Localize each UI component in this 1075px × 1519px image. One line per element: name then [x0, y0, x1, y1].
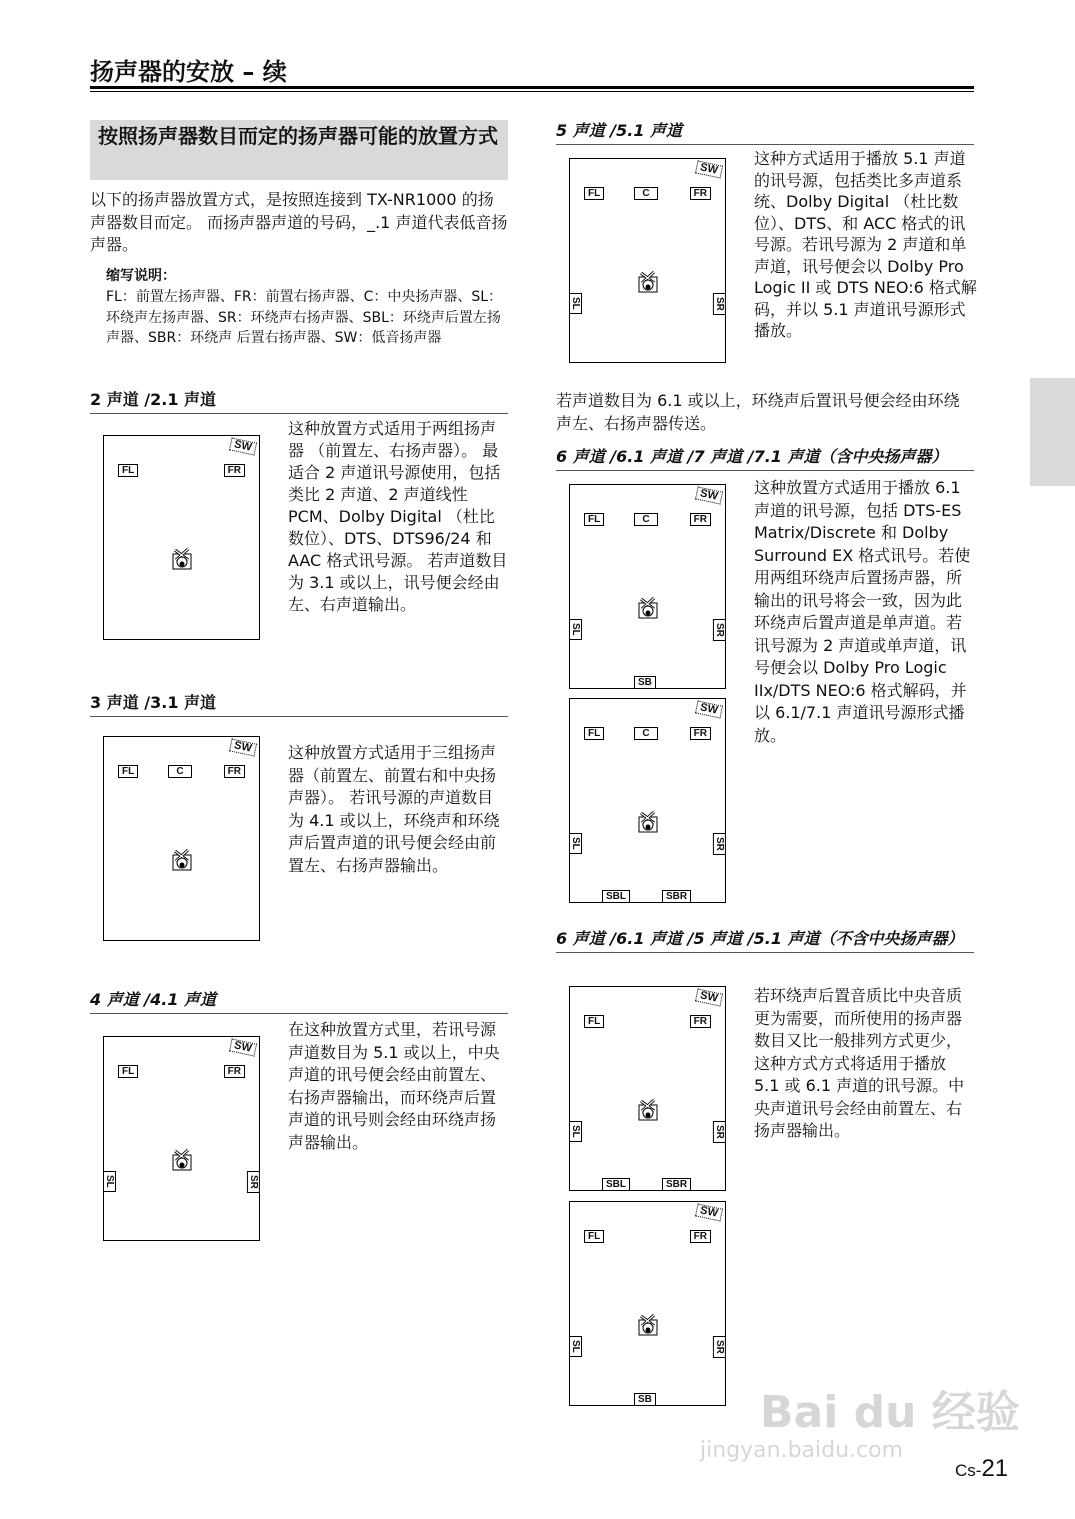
- speaker-sw: SW: [229, 738, 257, 756]
- speaker-fr: FR: [690, 513, 711, 526]
- header-rule-thin: [90, 91, 974, 92]
- text-6ch-center: 这种放置方式适用于播放 6.1 声道的讯号源，包括 DTS-ES Matrix/Discrete 和 Dolby Surround EX 格式讯号。若使用两组环绕声后置扬声器，所输出的讯号将会一致，因为此环绕声后置声道是单声道。若讯号源为 2 声道或单声道，讯号便会以 Dolby Pro Logic IIx/DTS NEO:6 格式解码，并以 6.1/7.1 声道讯号源形式播放。: [754, 478, 971, 745]
- speaker-sr: SR: [713, 1121, 726, 1143]
- section-heading: 按照扬声器数目而定的扬声器可能的放置方式: [90, 120, 508, 180]
- heading-6ch-nocenter: 6 声道 /6.1 声道 /5 声道 /5.1 声道（不含中央扬声器）: [556, 926, 974, 953]
- note-5ch: 若声道数目为 6.1 或以上，环绕声后置讯号便会经由环绕声左、右扬声器传送。: [556, 391, 960, 433]
- speaker-sw: SW: [695, 988, 723, 1006]
- speaker-c: C: [634, 187, 658, 200]
- listener-icon: [638, 1097, 658, 1121]
- page-title: 扬声器的安放 – 续: [90, 58, 287, 86]
- speaker-c: C: [634, 513, 658, 526]
- speaker-fr: FR: [224, 765, 245, 778]
- speaker-diagram: [103, 1036, 260, 1241]
- speaker-fr: FR: [224, 464, 245, 477]
- speaker-diagram: [103, 435, 260, 640]
- speaker-sl: SL: [569, 619, 582, 640]
- listener-icon: [638, 595, 658, 619]
- listener-icon: [638, 269, 658, 293]
- speaker-diagram: [569, 986, 726, 1191]
- speaker-c: C: [168, 765, 192, 778]
- speaker-sbr: SBR: [662, 1178, 691, 1191]
- text-4ch: 在这种放置方式里，若讯号源声道数目为 5.1 或以上，中央声道的讯号便会经由前置左、右扬声器输出，而环绕声后置声道的讯号则会经由环绕声扬声器输出。: [288, 1020, 500, 1152]
- text-6ch-nocenter: 若环绕声后置音质比中央音质更为需要，而所使用的扬声器数目又比一般排列方式更少，这种方式方式将适用于播放 5.1 或 6.1 声道的讯号源。中央声道讯号会经由前置左、右扬声器输出。: [754, 986, 965, 1140]
- listener-icon: [172, 1147, 192, 1171]
- speaker-sr: SR: [713, 1336, 726, 1358]
- heading-4ch: 4 声道 /4.1 声道: [90, 987, 508, 1014]
- listener-icon: [638, 1312, 658, 1336]
- page-prefix: Cs-: [955, 1461, 982, 1480]
- page-number: [955, 1455, 1008, 1483]
- text-3ch: 这种放置方式适用于三组扬声器（前置左、前置右和中央扬声器）。 若讯号源的声道数目为 4.1 或以上，环绕声和环绕声后置声道的讯号便会经由前置左、右扬声器输出。: [288, 743, 500, 875]
- speaker-fl: FL: [584, 1230, 604, 1243]
- speaker-sl: SL: [569, 1336, 582, 1357]
- speaker-sb: SB: [634, 1393, 656, 1406]
- intro-paragraph: 以下的扬声器放置方式，是按照连接到 TX-NR1000 的扬声器数目而定。 而扬声器声道的号码，_.1 声道代表低音扬声器。: [90, 190, 508, 254]
- speaker-fl: FL: [584, 513, 604, 526]
- speaker-fr: FR: [690, 1230, 711, 1243]
- speaker-sbl: SBL: [602, 890, 630, 903]
- speaker-sr: SR: [247, 1171, 260, 1193]
- speaker-fr: FR: [690, 187, 711, 200]
- header-rule: [90, 86, 974, 89]
- watermark-url: jingyan.baidu.com: [700, 1438, 904, 1463]
- speaker-sr: SR: [713, 619, 726, 641]
- speaker-diagram: [103, 736, 260, 941]
- speaker-diagram: [569, 158, 726, 363]
- speaker-sw: SW: [695, 1203, 723, 1221]
- watermark-brand: Bai du 经验: [760, 1387, 1020, 1438]
- speaker-fl: FL: [118, 464, 138, 477]
- heading-6ch-center: 6 声道 /6.1 声道 /7 声道 /7.1 声道（含中央扬声器）: [556, 444, 974, 471]
- speaker-sbr: SBR: [662, 890, 691, 903]
- speaker-sr: SR: [713, 833, 726, 855]
- speaker-sw: SW: [695, 486, 723, 504]
- heading-5ch: 5 声道 /5.1 声道: [556, 118, 974, 145]
- abbr-title: 缩写说明：: [106, 268, 176, 284]
- speaker-fr: FR: [224, 1065, 245, 1078]
- speaker-fl: FL: [584, 187, 604, 200]
- speaker-fl: FL: [118, 765, 138, 778]
- speaker-fr: FR: [690, 1015, 711, 1028]
- heading-2ch: 2 声道 /2.1 声道: [90, 387, 508, 414]
- speaker-sw: SW: [695, 160, 723, 178]
- speaker-sw: SW: [695, 700, 723, 718]
- speaker-sl: SL: [569, 833, 582, 854]
- speaker-sbl: SBL: [602, 1178, 630, 1191]
- speaker-sb: SB: [634, 676, 656, 689]
- text-2ch: 这种放置方式适用于两组扬声器 （前置左、右扬声器）。 最适合 2 声道讯号源使用，包括类比 2 声道、2 声道线性 PCM、Dolby Digital （杜比数位）、DTS、DTS96/24 和 AAC 格式讯号源。 若声道数目为 3.1 或以上，讯号便会经由左、右声道输出。: [288, 419, 508, 614]
- speaker-diagram: [569, 698, 726, 903]
- speaker-sl: SL: [569, 1121, 582, 1142]
- listener-icon: [172, 847, 192, 871]
- speaker-sw: SW: [229, 1038, 257, 1056]
- page-num: 21: [981, 1455, 1009, 1482]
- speaker-sr: SR: [713, 293, 726, 315]
- speaker-fl: FL: [584, 727, 604, 740]
- listener-icon: [638, 809, 658, 833]
- speaker-sl: SL: [569, 293, 582, 314]
- speaker-sw: SW: [229, 437, 257, 455]
- speaker-c: C: [634, 727, 658, 740]
- speaker-fl: FL: [118, 1065, 138, 1078]
- speaker-fl: FL: [584, 1015, 604, 1028]
- chapter-tab: [1030, 378, 1075, 486]
- speaker-diagram: [569, 484, 726, 689]
- heading-3ch: 3 声道 /3.1 声道: [90, 690, 508, 717]
- speaker-sl: SL: [103, 1171, 116, 1192]
- speaker-fr: FR: [690, 727, 711, 740]
- speaker-diagram: [569, 1201, 726, 1406]
- abbr-text: FL：前置左扬声器、FR：前置右扬声器、C：中央扬声器、SL：环绕声左扬声器、SR：环绕声右扬声器、SBL：环绕声后置左扬声器、SBR：环绕声 后置右扬声器、SW：低音扬声器: [106, 289, 503, 346]
- listener-icon: [172, 546, 192, 570]
- text-5ch: 这种方式适用于播放 5.1 声道的讯号源，包括类比多声道系统、Dolby Digital （杜比数位）、DTS、和 ACC 格式的讯号源。若讯号源为 2 声道和单声道，讯号便会以 Dolby Pro Logic II 或 DTS NEO:6 格式解码，并以 5.1 声道讯号源形式播放。: [754, 149, 977, 340]
